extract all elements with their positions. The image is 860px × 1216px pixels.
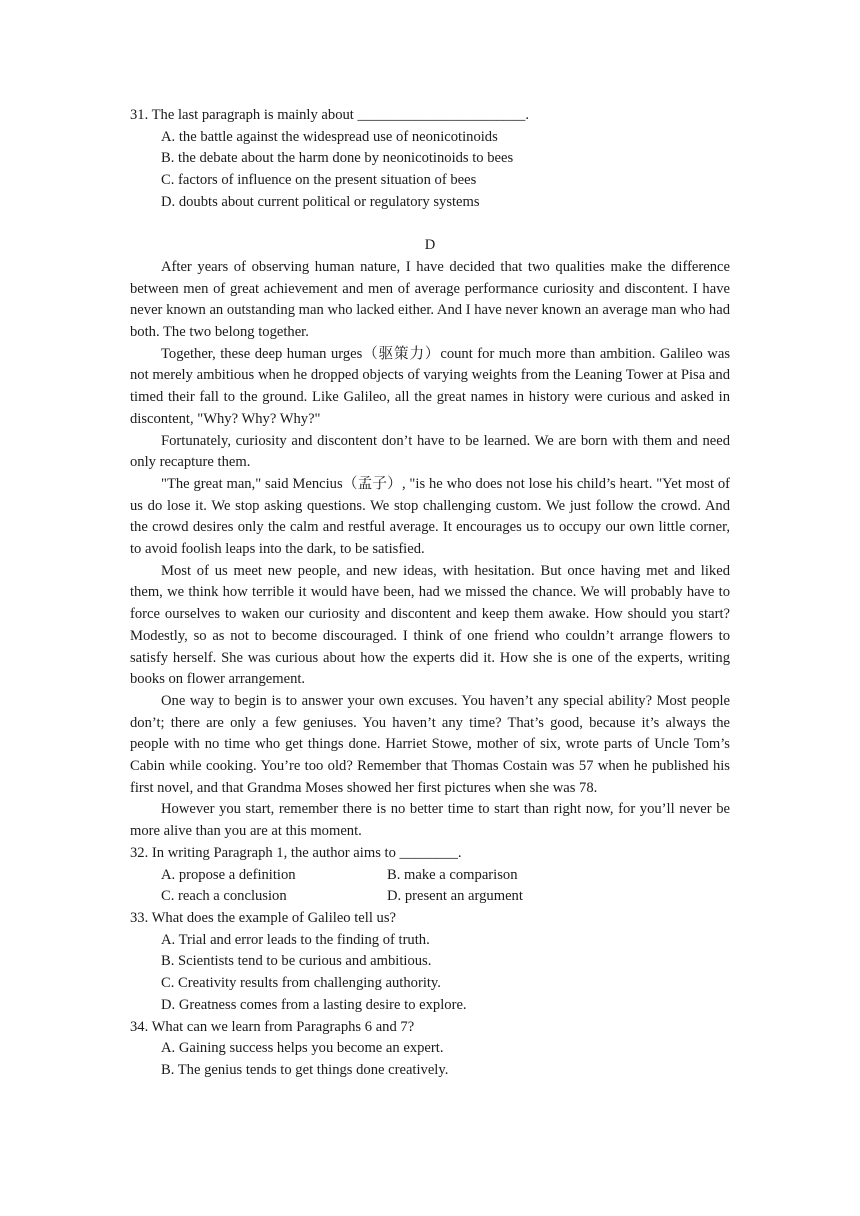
question-34-option-b: B. The genius tends to get things done creatively. [161,1061,449,1078]
question-32-option-b: B. make a comparison [387,866,518,883]
passage-paragraph-2: Together, these deep human urges（驱策力）count for much more than ambition. Galileo was not merely ambitious when he dropped objects of varying weights from the Leaning Tower at Pisa and timed their fall to the ground. Like Galileo, all the great names in history were curious and asked in discontent, "Why? Why? Why?" [130,345,730,427]
question-32-option-c: C. reach a conclusion [161,888,287,905]
question-31-stem: 31. The last paragraph is mainly about _______________________. [130,107,529,123]
question-33-option-d: D. Greatness comes from a lasting desire to explore. [161,996,467,1013]
passage-heading: D [424,237,436,254]
passage-paragraph-7: However you start, remember there is no better time to start than right now, for you’ll never be more alive than you are at this moment. [130,801,730,840]
question-32-option-a: A. propose a definition [161,866,296,883]
question-32-stem: 32. In writing Paragraph 1, the author aims to ________. [130,844,462,861]
question-32-option-d: D. present an argument [387,888,523,905]
question-31-option-c: C. factors of influence on the present situation of bees [161,172,477,189]
question-33-option-a: A. Trial and error leads to the finding of truth. [161,931,430,948]
question-31-option-a: A. the battle against the widespread use of neonicotinoids [161,128,498,145]
passage-paragraph-4: "The great man," said Mencius（孟子）, "is he who does not lose his child’s heart. "Yet most of us do lose it. We stop asking questions. We stop challenging custom. We just follow the crowd. And the crowd desires only the calm and restful average. It encourages us to occupy our own little corner, to avoid foolish leaps into the dark, to be satisfied. [130,475,730,558]
passage-paragraph-1: After years of observing human nature, I have decided that two qualities make the difference between men of great achievement and men of average performance curiosity and discontent. I have never known an outstanding man who lacked either. And I have never known an average man who had both. The two belong together. [130,258,730,341]
passage-paragraph-6: One way to begin is to answer your own excuses. You haven’t any special ability? Most people don’t; there are only a few geniuses. You haven’t any time? That’s good, because it’s always the people with no time who get things done. Harriet Stowe, mother of six, wrote parts of Uncle Tom’s Cabin while cooking. You’re too old? Remember that Thomas Costain was 57 when he published his first novel, and that Grandma Moses showed her first pictures when she was 78. [130,692,730,796]
question-33-stem: 33. What does the example of Galileo tell us? [130,910,396,926]
passage-paragraph-5: Most of us meet new people, and new ideas, with hesitation. But once having met and liked them, we think how terrible it would have been, had we missed the chance. We will probably have to force ourselves to waken our curiosity and discontent and keep them awake. How should you start? Modestly, so as not to become discouraged. I think of one friend who couldn’t arrange flowers to satisfy herself. She was curious about how the experts did it. How she is one of the experts, writing books on flower arrangement. [130,562,730,688]
passage-paragraph-3: Fortunately, curiosity and discontent don’t have to be learned. We are born with them and need only recapture them. [130,432,730,471]
question-33-option-b: B. Scientists tend to be curious and ambitious. [161,953,432,970]
page-content [130,105,730,1082]
question-34-option-a: A. Gaining success helps you become an expert. [161,1040,444,1057]
question-34-stem: 34. What can we learn from Paragraphs 6 and 7? [130,1018,415,1035]
question-31-option-b: B. the debate about the harm done by neonicotinoids to bees [161,150,514,167]
question-32-options-row-2 [161,886,730,908]
question-33-option-c: C. Creativity results from challenging authority. [161,975,441,992]
question-32-options-row-1 [161,865,730,887]
question-31-option-d: D. doubts about current political or regulatory systems [161,193,480,210]
